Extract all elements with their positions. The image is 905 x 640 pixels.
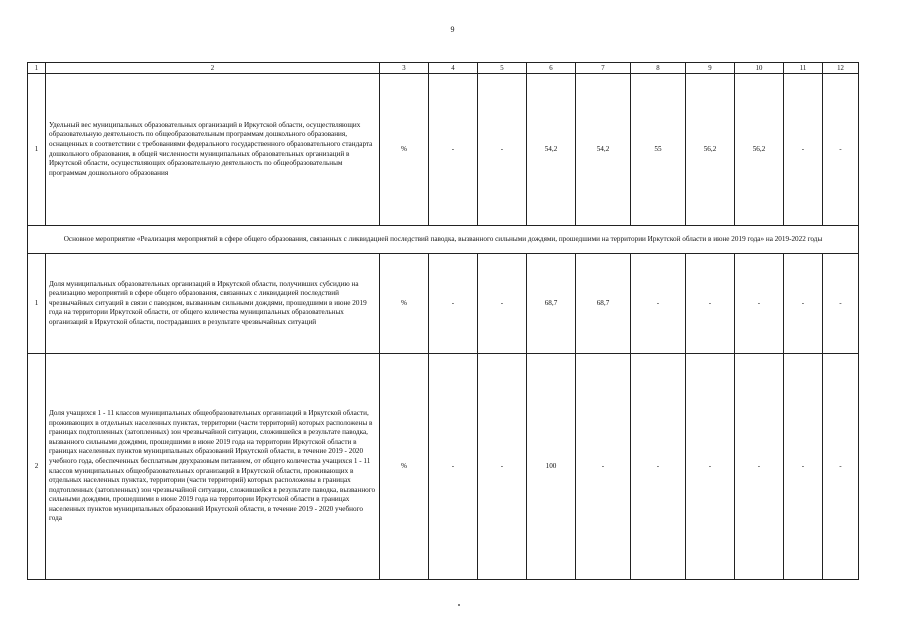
indicator-description: Доля учащихся 1 - 11 классов муниципальных общеобразовательных организаций в Иркутской области, проживающих в отдельных населенных пунктах, территории (части территорий) которых расположены в границах подтопленных (затопленных) зон чрезвычайной ситуации, сложившейся в результате паводка, вызванного сильными дождями, прошедшими в июне 2019 года на территории Иркутской области в границах населенных пунктов муниципальных образований Иркутской области, в течение 2019 - 2020 учебного года, обеспеченных бесплатным двухразовым питанием, от общего количества учащихся 1 - 11 классов муниципальных общеобразовательных организаций в Иркутской области, проживающих в отдельных населенных пунктах, территории (части территорий) которых расположены в границах подтопленных (затопленных) зон чрезвычайной ситуации, сложившейся в результате паводка, вызванного сильными дождями, прошедшими в июне 2019 года на территории Иркутской области в границах населенных пунктов муниципальных образований Иркутской области, в течение 2019 - 2020 учебного года <box>46 354 380 580</box>
section-row <box>28 226 859 254</box>
row-number: 2 <box>28 354 46 580</box>
value-cell: 56,2 <box>686 74 735 226</box>
indicator-description: Удельный вес муниципальных образовательных организаций в Иркутской области, осуществляющих образовательную деятельность по общеобразовательным программам дошкольного образования, оснащенных в соответствии с требованиями федерального государственного образовательного стандарта дошкольного образования, в общей численности муниципальных образовательных организаций в Иркутской области, осуществляющих образовательную деятельность по общеобразовательным программам дошкольного образования <box>46 74 380 226</box>
value-cell: - <box>686 254 735 354</box>
unit-cell: % <box>380 74 429 226</box>
scan-mark <box>458 604 460 606</box>
unit-cell: % <box>380 254 429 354</box>
column-number-cell: 4 <box>429 63 478 74</box>
value-cell: - <box>576 354 631 580</box>
column-number-cell: 12 <box>823 63 859 74</box>
column-number-cell: 3 <box>380 63 429 74</box>
column-number-cell: 2 <box>46 63 380 74</box>
value-cell: - <box>823 354 859 580</box>
value-cell: - <box>478 254 527 354</box>
value-cell: - <box>823 74 859 226</box>
value-cell: - <box>823 254 859 354</box>
row-number: 1 <box>28 254 46 354</box>
column-number-cell: 10 <box>735 63 784 74</box>
value-cell: - <box>735 254 784 354</box>
value-cell: - <box>478 74 527 226</box>
table-row <box>28 74 859 226</box>
indicator-description: Доля муниципальных образовательных организаций в Иркутской области, получивших субсидию на реализацию мероприятий в сфере общего образования, связанных с ликвидацией последствий чрезвычайных ситуаций в связи с паводком, вызванным сильными дождями, прошедшими в июне 2019 года на территории Иркутской области, от общего количества муниципальных образовательных организаций в Иркутской области, пострадавших в результате чрезвычайных ситуаций <box>46 254 380 354</box>
column-number-cell: 1 <box>28 63 46 74</box>
column-number-row <box>28 63 859 74</box>
indicators-table <box>27 62 859 580</box>
value-cell: - <box>429 354 478 580</box>
value-cell: - <box>735 354 784 580</box>
column-number-cell: 7 <box>576 63 631 74</box>
value-cell: 68,7 <box>576 254 631 354</box>
value-cell: - <box>784 354 823 580</box>
value-cell: - <box>686 354 735 580</box>
column-number-cell: 11 <box>784 63 823 74</box>
value-cell: 68,7 <box>527 254 576 354</box>
table-row <box>28 254 859 354</box>
row-number: 1 <box>28 74 46 226</box>
value-cell: - <box>784 254 823 354</box>
value-cell: 54,2 <box>527 74 576 226</box>
value-cell: - <box>478 354 527 580</box>
value-cell: 54,2 <box>576 74 631 226</box>
page-number: 9 <box>450 25 455 34</box>
column-number-cell: 8 <box>631 63 686 74</box>
value-cell: - <box>631 254 686 354</box>
value-cell: - <box>784 74 823 226</box>
value-cell: 55 <box>631 74 686 226</box>
unit-cell: % <box>380 354 429 580</box>
table-row <box>28 354 859 580</box>
value-cell: 56,2 <box>735 74 784 226</box>
column-number-cell: 6 <box>527 63 576 74</box>
value-cell: - <box>429 74 478 226</box>
value-cell: - <box>429 254 478 354</box>
column-number-cell: 9 <box>686 63 735 74</box>
value-cell: 100 <box>527 354 576 580</box>
value-cell: - <box>631 354 686 580</box>
main-activity-title: Основное мероприятие «Реализация мероприятий в сфере общего образования, связанных с ликвидацией последствий паводка, вызванного сильными дождями, прошедшими на территории Иркутской области в июне 2019 года» на 2019-2022 годы <box>28 226 859 254</box>
column-number-cell: 5 <box>478 63 527 74</box>
